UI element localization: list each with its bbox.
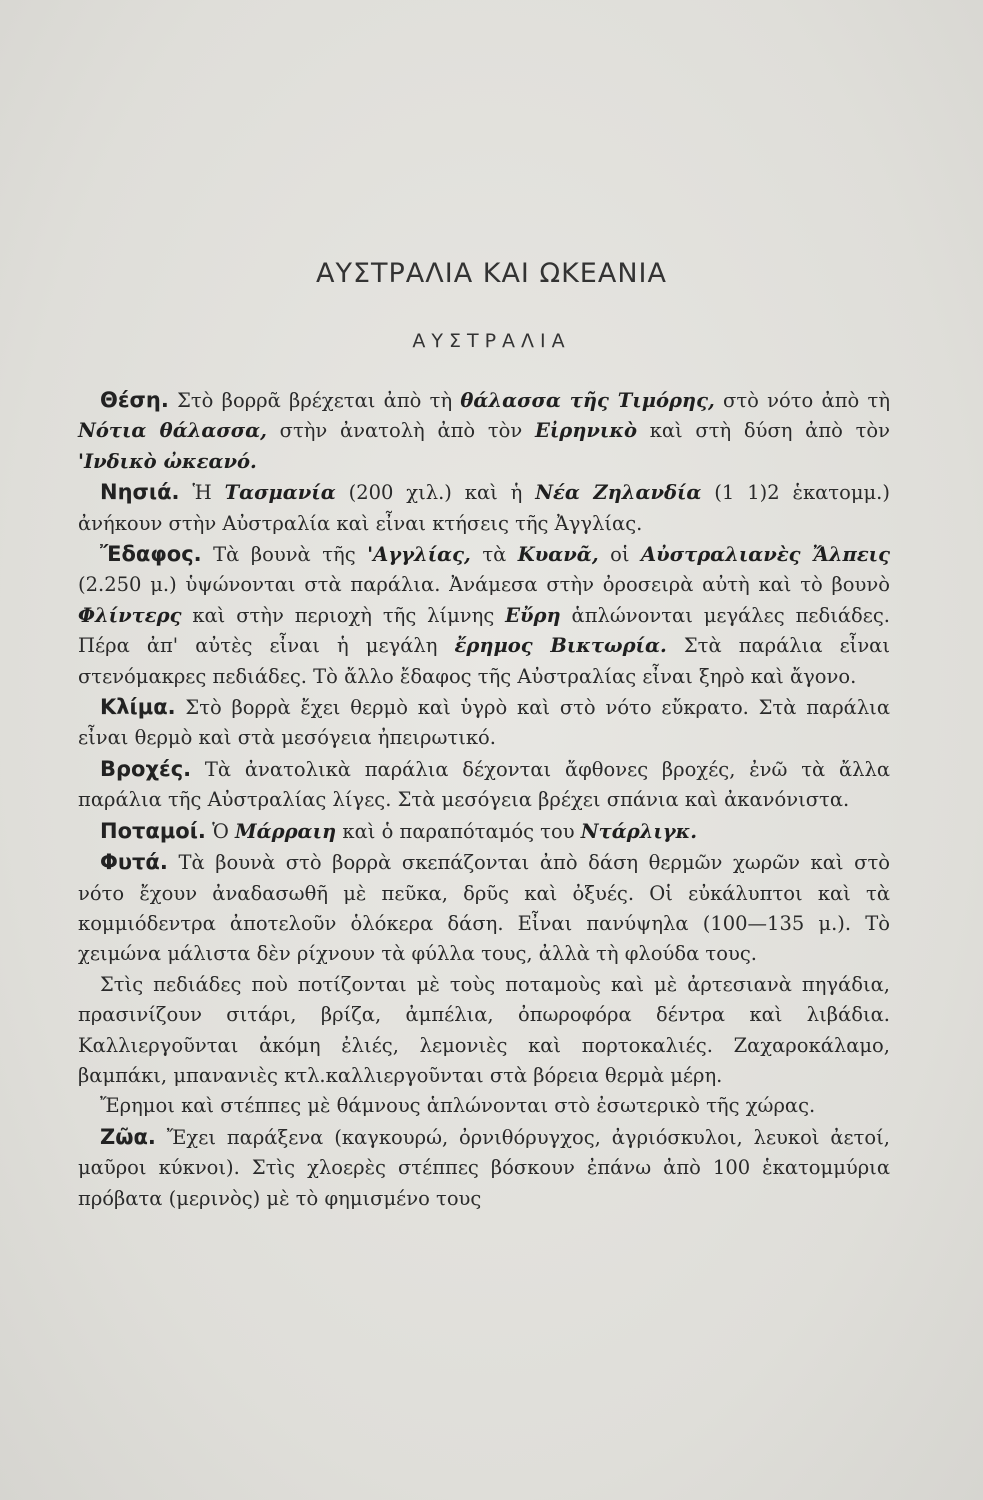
text-run: Στὸ βορρᾶ βρέχεται ἀπὸ τὴ <box>168 389 461 412</box>
paragraph <box>78 970 890 1092</box>
text-run: (2.250 μ.) ὑψώνονται στὰ παράλια. Ἀνάμεσα στὴν ὀροσειρὰ αὐτὴ καὶ τὸ βουνὸ <box>78 573 890 597</box>
paragraph <box>78 692 890 754</box>
text-run: στὸ νότο ἀπὸ τὴ <box>714 389 891 412</box>
emphasized-term: 'Αγγλίας, <box>367 543 471 567</box>
text-run: Τὰ βουνὰ τῆς <box>201 543 368 567</box>
section-heading: Κλίμα. <box>100 695 176 720</box>
emphasized-term: Εἰρηνικὸ <box>534 419 637 443</box>
section-title: ΑΥΣΤΡΑΛΙΑ <box>412 330 571 352</box>
section-heading: Θέση. <box>100 388 169 412</box>
text-run: Ἔχει παράξενα (καγκουρώ, ὀρνιθόρυγχος, ἀγριόσκυλοι, λευκοὶ ἀετοί, μαῦροι κύκνοι). Στὶς χλοερὲς στέππες βόσκουν ἐπάνω ἀπὸ 100 ἑκατομμύρια πρόβατα (μερινὸς) μὲ τὸ φημισμένο τους <box>78 1125 890 1210</box>
paragraph <box>78 539 890 692</box>
paragraph <box>78 754 890 816</box>
paragraph <box>78 1122 890 1214</box>
paragraph <box>78 477 890 539</box>
body-text <box>78 385 890 1214</box>
emphasized-term: Εὔρη <box>505 603 561 627</box>
text-run: καὶ στὴν περιοχὴ τῆς λίμνης <box>181 603 506 627</box>
emphasized-term: Μάρραιη <box>235 819 337 843</box>
paragraph <box>78 847 890 970</box>
section-heading: Φυτά. <box>100 850 168 875</box>
text-run: Ἔρημοι καὶ στέππες μὲ θάμνους ἁπλώνονται στὸ ἐσωτερικὸ τῆς χώρας. <box>100 1094 816 1118</box>
section-heading: Ἔδαφος. <box>100 542 202 567</box>
text-run: στὴν ἀνατολὴ ἀπὸ τὸν <box>266 419 535 443</box>
text-run: Στὸ βορρὰ ἔχει θερμὸ καὶ ὑγρὸ καὶ στὸ νότο εὔκρατο. Στὰ παράλια εἶναι θερμὸ καὶ στὰ μεσόγεια ἠπειρωτικό. <box>78 696 890 750</box>
text-run: (1 1)2 ἑκατομμ.) ἀνήκουν στὴν Αὐστραλία καὶ εἶναι κτήσεις τῆς Ἀγγλίας. <box>78 481 890 535</box>
text-run: οἱ <box>598 543 642 567</box>
emphasized-term: Αὐστραλιανὲς Ἄλπεις <box>641 543 890 567</box>
text-run: Τὰ ἀνατολικὰ παράλια δέχονται ἄφθονες βροχές, ἐνῶ τὰ ἄλλα παράλια τῆς Αὐστραλίας λίγες. Στὰ μεσόγεια βρέχει σπάνια καὶ ἀκανόνιστα. <box>78 757 890 812</box>
emphasized-term: Νότια θάλασσα, <box>78 419 267 443</box>
emphasized-term: Νέα Ζηλανδία <box>535 481 702 505</box>
text-run: τὰ <box>470 543 518 567</box>
paragraph <box>78 816 890 847</box>
text-run: καὶ στὴ δύση ἀπὸ τὸν <box>637 419 890 443</box>
text-run: Ὁ <box>205 819 236 843</box>
text-run: (200 χιλ.) καὶ ἡ <box>335 481 536 505</box>
emphasized-term: Φλίντερς <box>78 603 182 627</box>
emphasized-term: 'Ινδικὸ ὠκεανό. <box>78 449 257 473</box>
paragraph <box>78 385 890 477</box>
text-run: ἁπλώνονται μεγάλες πεδιάδες. Πέρα ἀπ' αὐτὲς εἶναι ἡ μεγάλη <box>78 603 890 658</box>
section-heading: Βροχές. <box>100 756 192 781</box>
emphasized-term: θάλασσα τῆς Τιμόρης, <box>460 389 715 412</box>
page-title: ΑΥΣΤΡΑΛΙΑ ΚΑΙ ΩΚΕΑΝΙΑ <box>316 258 667 289</box>
emphasized-term: Κυανᾶ, <box>517 543 599 567</box>
emphasized-term: Ντάρλιγκ. <box>580 819 698 843</box>
text-run: καὶ ὁ παραπόταμός του <box>336 819 581 843</box>
text-run: Ἡ <box>179 481 225 505</box>
text-run: Τὰ βουνὰ στὸ βορρὰ σκεπάζονται ἀπὸ δάση θερμῶν χωρῶν καὶ στὸ νότο ἔχουν ἀναδασωθῆ μὲ πεῦκα, δρῦς καὶ ὀξυές. Οἱ εὐκάλυπτοι καὶ τὰ κομμιόδεντρα ἀποτελοῦν ὁλόκερα δάση. Εἶναι πανύψηλα (100—135 μ.). Τὸ χειμώνα μάλιστα δὲν ρίχνουν τὰ φύλλα τους, ἀλλὰ τὴ φλούδα τους. <box>78 851 890 966</box>
section-heading: Ποταμοί. <box>100 818 206 843</box>
emphasized-term: ἔρημος Βικτωρία. <box>454 634 667 658</box>
emphasized-term: Τασμανία <box>224 481 336 505</box>
text-run: Στὶς πεδιάδες ποὺ ποτίζονται μὲ τοὺς ποταμοὺς καὶ μὲ ἀρτεσιανὰ πηγάδια, πρασινίζουν σιτάρι, βρίζα, ἀμπέλια, ὀπωροφόρα δέντρα καὶ λιβάδια. Καλλιεργοῦνται ἀκόμη ἐλιές, λεμονιὲς καὶ πορτοκαλιές. Ζαχαροκάλαμο, βαμπάκι, μπανανιὲς κτλ.καλλιεργοῦνται στὰ βόρεια θερμὰ μέρη. <box>78 972 890 1087</box>
paragraph <box>78 1091 890 1121</box>
text-run: Στὰ παράλια εἶναι στενόμακρες πεδιάδες. Τὸ ἄλλο ἔδαφος τῆς Αὐστραλίας εἶναι ξηρὸ καὶ ἄγονο. <box>78 634 890 688</box>
section-heading: Ζῶα. <box>100 1124 156 1149</box>
section-heading: Νησιά. <box>100 480 180 505</box>
